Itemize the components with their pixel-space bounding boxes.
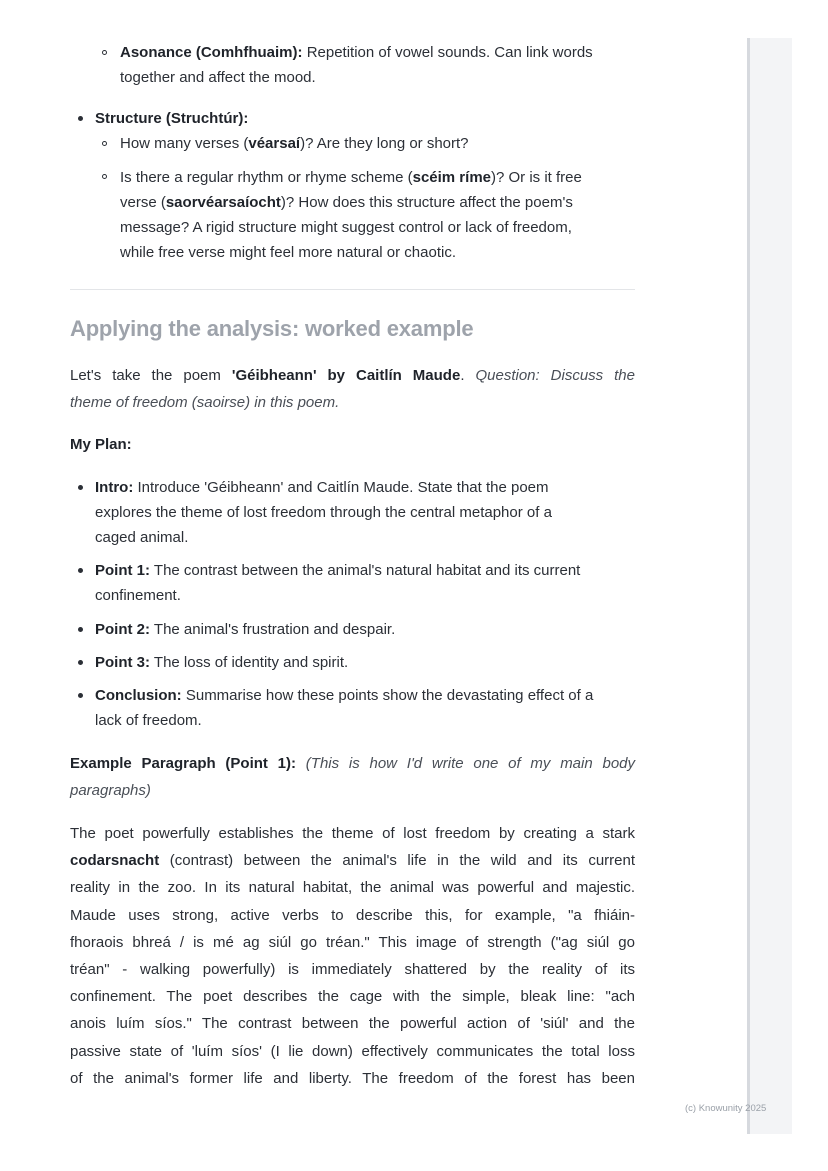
bullet-icon (78, 693, 83, 698)
body-paragraph: The poet powerfully establishes the theme of lost freedom by creating a stark codarsnacht (contrast) between the animal's life in the wild and its current reality in the zoo. In its natural habitat, the animal was powerful and majestic. Maude uses strong, active verbs to describe this, for example, "a fhiáin- fhoraois bhreá / is mé ag siúl go tréan." This image of strength ("ag siúl go tréan" - walking powerfully) is immediately shattered by the reality of its confinement. The poet describes the cage with the simple, bleak line: "ach anois luím síos." The contrast between the powerful action of 'siúl' and the passive state of 'luím síos' (I lie down) effectively communicates the total loss of the animal's former life and liberty. The freedom of the forest has been (70, 825, 636, 1087)
bullet-icon (78, 660, 83, 665)
assonance-item (120, 40, 593, 90)
sub-bullet-icon (102, 174, 107, 179)
structure-q1: How many verses (véarsaí)? Are they long or short? (120, 135, 469, 152)
sub-bullet-icon (102, 141, 107, 146)
section-heading: Applying the analysis: worked example (70, 316, 474, 341)
example-heading: Example Paragraph (Point 1): (This is how I'd write one of my main body paragraphs) (70, 755, 635, 799)
bullet-icon (78, 116, 83, 121)
assonance-term: Asonance (Comhfhuaim): (120, 44, 303, 61)
watermark: (c) Knowunity 2025 (685, 1103, 767, 1114)
plan-item-point1: Point 1: The contrast between the animal's natural habitat and its current confinement. (95, 562, 581, 604)
assonance-text-2: together and affect the mood. (120, 69, 316, 86)
sub-bullet-icon (102, 50, 107, 55)
plan-title: My Plan: (70, 436, 132, 453)
plan-item-intro: Intro: Introduce 'Géibheann' and Caitlín Maude. State that the poem explores the theme of lost freedom through the central metaphor of a caged animal. (95, 479, 552, 546)
page-margin-bar (747, 38, 792, 1134)
plan-item-point2: Point 2: The animal's frustration and despair. (95, 621, 396, 638)
bullet-icon (78, 485, 83, 490)
intro-paragraph: Let's take the poem 'Géibheann' by Caitlín Maude. Question: Discuss the theme of freedom (saoirse) in this poem. (70, 367, 635, 411)
plan-item-point3: Point 3: The loss of identity and spirit. (95, 654, 349, 671)
bullet-icon (78, 627, 83, 632)
assonance-text: Repetition of vowel sounds. Can link words (306, 44, 593, 61)
structure-q2: Is there a regular rhythm or rhyme scheme (scéim ríme)? Or is it free verse (saorvéarsaíocht)? How does this structure affect the poem's message? A rigid structure might suggest control or lack of freedom, while free verse might feel more natural or chaotic. (120, 169, 582, 261)
divider (70, 289, 635, 290)
plan-item-conclusion: Conclusion: Summarise how these points show the devastating effect of a lack of freedom. (95, 687, 594, 729)
bullet-icon (78, 568, 83, 573)
structure-title: Structure (Struchtúr): (95, 110, 249, 127)
